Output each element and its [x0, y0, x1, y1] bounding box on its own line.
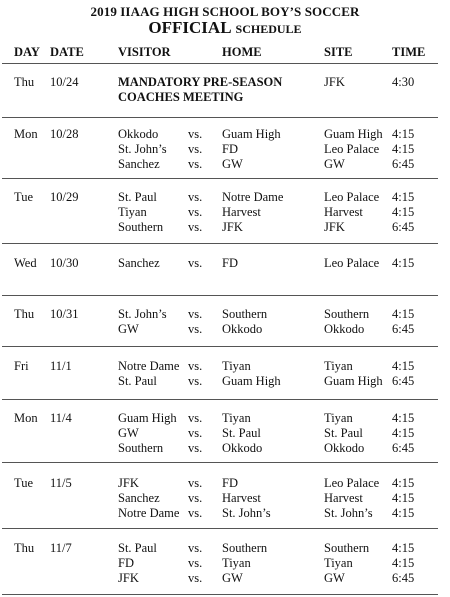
time-cell: 6:45 — [392, 374, 415, 388]
row-divider — [2, 346, 438, 347]
day-cell: Thu — [14, 307, 35, 321]
row-divider — [2, 178, 438, 179]
home-cell: Notre Dame — [222, 190, 284, 204]
row-divider — [2, 117, 438, 118]
visitor-cell: Sanchez — [118, 256, 160, 270]
site-cell: Southern — [324, 541, 370, 555]
site-cell: GW — [324, 571, 345, 585]
time-cell: 4:15 — [392, 142, 415, 156]
site-cell: GW — [324, 157, 345, 171]
site-cell: Tiyan — [324, 359, 353, 373]
visitor-cell: GW — [118, 426, 139, 440]
meeting-note: MANDATORY PRE-SEASON — [118, 75, 283, 89]
vs-cell: vs. — [188, 322, 203, 336]
vs-cell: vs. — [188, 491, 203, 505]
home-cell: Southern — [222, 307, 268, 321]
site-cell: Tiyan — [324, 556, 353, 570]
visitor-cell: JFK — [118, 476, 139, 490]
visitor-cell: Notre Dame — [118, 359, 180, 373]
row-divider — [2, 462, 438, 463]
visitor-cell: Southern — [118, 220, 164, 234]
time-cell: 6:45 — [392, 322, 415, 336]
home-cell: Southern — [222, 541, 268, 555]
home-cell: Okkodo — [222, 322, 263, 336]
time-cell: 4:15 — [392, 307, 415, 321]
site-cell: Leo Palace — [324, 142, 380, 156]
site-cell: Tiyan — [324, 411, 353, 425]
row-divider — [2, 594, 438, 595]
date-cell: 11/4 — [50, 411, 72, 425]
date-cell: 10/29 — [50, 190, 79, 204]
meeting-note: COACHES MEETING — [118, 90, 244, 104]
site-cell: Guam High — [324, 127, 383, 141]
visitor-cell: Okkodo — [118, 127, 159, 141]
day-cell: Tue — [14, 190, 33, 204]
visitor-cell: St. Paul — [118, 541, 157, 555]
day-cell: Wed — [14, 256, 37, 270]
row-divider — [2, 399, 438, 400]
home-cell: Tiyan — [222, 359, 251, 373]
column-header-home: HOME — [222, 45, 262, 59]
day-cell: Fri — [14, 359, 29, 373]
column-header-day: DAY — [14, 45, 40, 59]
time-cell: 6:45 — [392, 441, 415, 455]
time-cell: 4:15 — [392, 426, 415, 440]
time-cell: 4:15 — [392, 127, 415, 141]
home-cell: St. John’s — [222, 506, 271, 520]
vs-cell: vs. — [188, 441, 203, 455]
home-cell: Okkodo — [222, 441, 263, 455]
site-cell: Guam High — [324, 374, 383, 388]
vs-cell: vs. — [188, 220, 203, 234]
visitor-cell: JFK — [118, 571, 139, 585]
site-cell: Harvest — [324, 491, 363, 505]
site-cell: Leo Palace — [324, 256, 380, 270]
time-cell: 6:45 — [392, 220, 415, 234]
visitor-cell: Tiyan — [118, 205, 147, 219]
visitor-cell: St. John’s — [118, 142, 167, 156]
vs-cell: vs. — [188, 556, 203, 570]
day-cell: Tue — [14, 476, 33, 490]
site-cell: Okkodo — [324, 322, 365, 336]
site-cell: JFK — [324, 220, 345, 234]
home-cell: GW — [222, 157, 243, 171]
site-cell: Leo Palace — [324, 190, 380, 204]
date-cell: 11/5 — [50, 476, 72, 490]
time-cell: 4:15 — [392, 506, 415, 520]
vs-cell: vs. — [188, 307, 203, 321]
site-cell: Okkodo — [324, 441, 365, 455]
row-divider — [2, 528, 438, 529]
time-cell: 6:45 — [392, 157, 415, 171]
home-cell: JFK — [222, 220, 243, 234]
vs-cell: vs. — [188, 411, 203, 425]
time-cell: 4:15 — [392, 491, 415, 505]
home-cell: Guam High — [222, 127, 281, 141]
time-cell: 4:15 — [392, 476, 415, 490]
visitor-cell: St. John’s — [118, 307, 167, 321]
site-cell: JFK — [324, 75, 345, 89]
home-cell: Tiyan — [222, 556, 251, 570]
visitor-cell: GW — [118, 322, 139, 336]
site-cell: St. John’s — [324, 506, 373, 520]
home-cell: Harvest — [222, 205, 261, 219]
visitor-cell: Southern — [118, 441, 164, 455]
document-title: 2019 IIAAG HIGH SCHOOL BOY’S SOCCER — [90, 4, 360, 19]
date-cell: 10/24 — [50, 75, 79, 89]
vs-cell: vs. — [188, 256, 203, 270]
date-cell: 10/30 — [50, 256, 79, 270]
vs-cell: vs. — [188, 506, 203, 520]
home-cell: FD — [222, 476, 238, 490]
home-cell: FD — [222, 256, 238, 270]
time-cell: 4:15 — [392, 205, 415, 219]
official-label: OFFICIAL — [148, 18, 232, 37]
vs-cell: vs. — [188, 127, 203, 141]
header-divider — [2, 63, 438, 64]
vs-cell: vs. — [188, 426, 203, 440]
column-header-date: DATE — [50, 45, 84, 59]
time-cell: 4:15 — [392, 541, 415, 555]
time-cell: 6:45 — [392, 571, 415, 585]
schedule-label: SCHEDULE — [235, 22, 302, 36]
visitor-cell: Guam High — [118, 411, 177, 425]
vs-cell: vs. — [188, 359, 203, 373]
home-cell: Harvest — [222, 491, 261, 505]
column-header-time: TIME — [392, 45, 426, 59]
home-cell: St. Paul — [222, 426, 261, 440]
site-cell: St. Paul — [324, 426, 363, 440]
column-header-visitor: VISITOR — [118, 45, 171, 59]
site-cell: Southern — [324, 307, 370, 321]
day-cell: Mon — [14, 127, 38, 141]
visitor-cell: St. Paul — [118, 190, 157, 204]
home-cell: Tiyan — [222, 411, 251, 425]
visitor-cell: St. Paul — [118, 374, 157, 388]
row-divider — [2, 243, 438, 244]
time-cell: 4:15 — [392, 556, 415, 570]
time-cell: 4:30 — [392, 75, 415, 89]
vs-cell: vs. — [188, 571, 203, 585]
site-cell: Leo Palace — [324, 476, 380, 490]
document-subtitle — [0, 18, 450, 38]
visitor-cell: Notre Dame — [118, 506, 180, 520]
visitor-cell: Sanchez — [118, 491, 160, 505]
date-cell: 10/28 — [50, 127, 79, 141]
visitor-cell: FD — [118, 556, 134, 570]
vs-cell: vs. — [188, 157, 203, 171]
vs-cell: vs. — [188, 476, 203, 490]
vs-cell: vs. — [188, 541, 203, 555]
site-cell: Harvest — [324, 205, 363, 219]
day-cell: Mon — [14, 411, 38, 425]
day-cell: Thu — [14, 541, 35, 555]
column-header-site: SITE — [324, 45, 353, 59]
vs-cell: vs. — [188, 142, 203, 156]
visitor-cell: Sanchez — [118, 157, 160, 171]
home-cell: FD — [222, 142, 238, 156]
vs-cell: vs. — [188, 205, 203, 219]
home-cell: GW — [222, 571, 243, 585]
time-cell: 4:15 — [392, 411, 415, 425]
home-cell: Guam High — [222, 374, 281, 388]
date-cell: 11/1 — [50, 359, 72, 373]
day-cell: Thu — [14, 75, 35, 89]
date-cell: 11/7 — [50, 541, 72, 555]
time-cell: 4:15 — [392, 256, 415, 270]
time-cell: 4:15 — [392, 359, 415, 373]
row-divider — [2, 295, 438, 296]
time-cell: 4:15 — [392, 190, 415, 204]
vs-cell: vs. — [188, 190, 203, 204]
vs-cell: vs. — [188, 374, 203, 388]
date-cell: 10/31 — [50, 307, 79, 321]
